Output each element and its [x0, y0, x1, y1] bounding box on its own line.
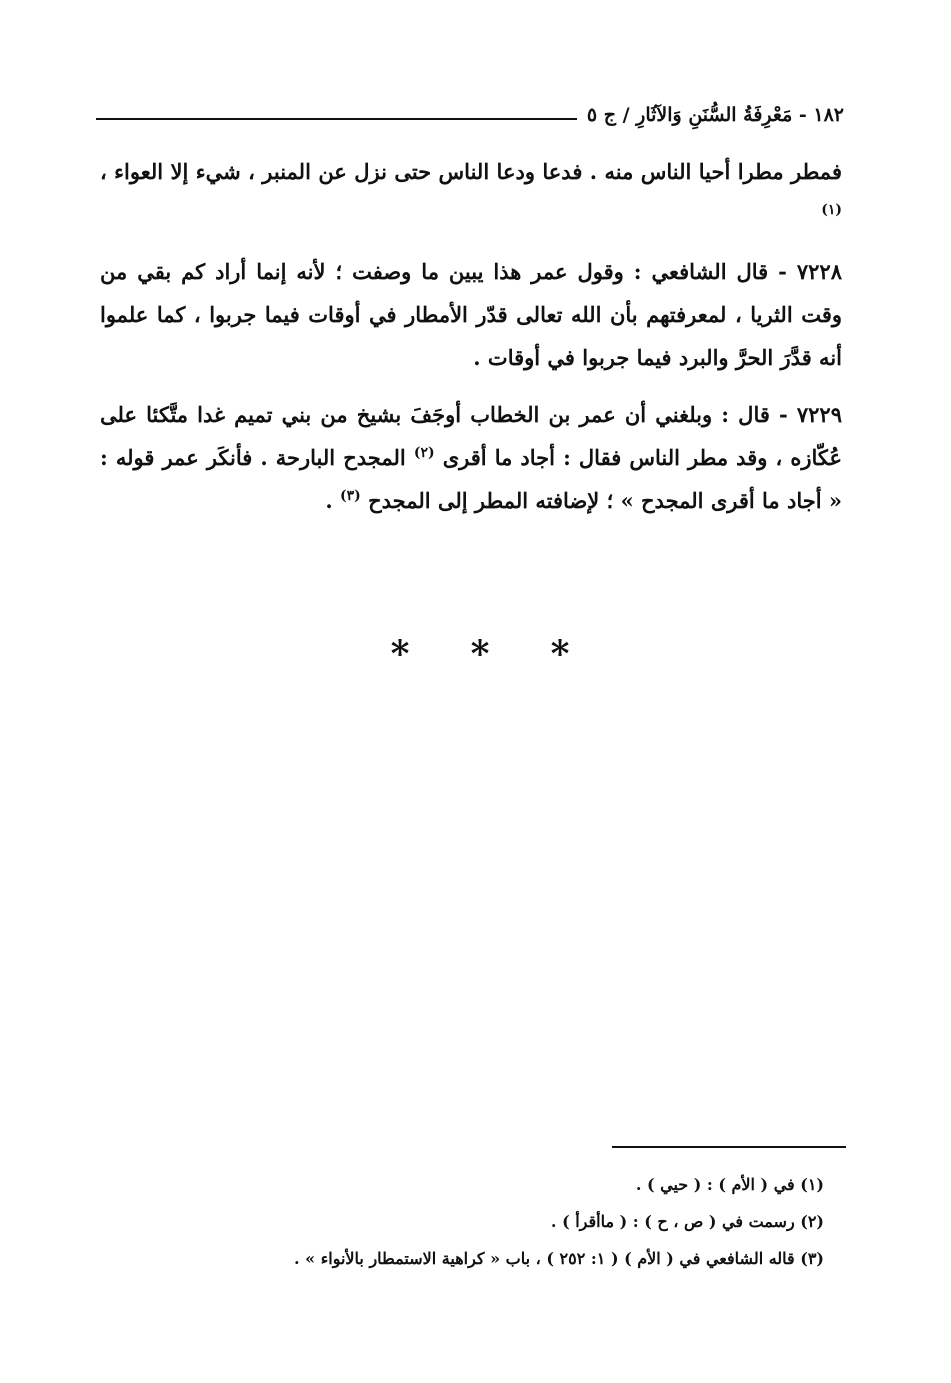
footnotes — [150, 1166, 824, 1277]
footnote-2: (٢) رسمت في ( ص ، ح ) : ( ماأقرأ ) . — [550, 1212, 824, 1231]
header-rule — [96, 118, 577, 120]
paragraph-7229 — [100, 393, 842, 522]
paragraph-3-part2: المجدح البارحة . فأنكَر عمر قوله : « أجاد ما أقرى المجدح » ؛ لإضافته المطر إلى المجدح — [100, 445, 842, 513]
paragraph-continuation — [100, 150, 842, 236]
paragraph-1-text: فمطر مطرا أحيا الناس منه . فدعا ودعا الناس حتى نزل عن المنبر ، شيء إلا العواء ، — [100, 159, 842, 184]
paragraph-3-part3: . — [325, 488, 333, 513]
asterisk-1: * — [390, 633, 410, 675]
asterisk-3: * — [550, 633, 570, 675]
running-header — [96, 88, 844, 128]
footnote-1: (١) في ( الأم ) : ( حيي ) . — [635, 1175, 824, 1194]
asterisk-2: * — [470, 633, 490, 675]
footnote-ref-1[interactable]: (١) — [821, 202, 842, 218]
paragraph-3-part1: ٧٢٢٩ - قال : وبلغني أن عمر بن الخطاب أوجَفَ بشيخ من بني تميم غدا متَّكئا على عُكّازه ، وقد مطر الناس فقال : أجاد ما أقرى — [100, 402, 843, 470]
footnote-ref-3[interactable]: (٣) — [339, 488, 361, 504]
main-text — [100, 150, 842, 536]
section-separator — [380, 633, 580, 675]
footnote-ref-2[interactable]: (٢) — [413, 445, 435, 461]
header-title: ١٨٢ - مَعْرِفَةُ السُّنَنِ وَالآثَارِ / ج ٥ — [586, 104, 844, 126]
footnote-3: (٣) قاله الشافعي في ( الأم ) ( ١: ٢٥٢ ) ، باب « كراهية الاستمطار بالأنواء » . — [294, 1249, 824, 1268]
paragraph-7228 — [100, 250, 842, 379]
paragraph-2-text: ٧٢٢٨ - قال الشافعي : وقول عمر هذا يبين ما وصفت ؛ لأنه إنما أراد كم بقي من وقت الثريا ، لمعرفتهم بأن الله تعالى قدّر الأمطار في أوقات فيما جربوا ، كما علموا أنه قدَّرَ الحرَّ والبرد فيما جربوا في أوقات . — [100, 259, 842, 370]
footnote-rule — [612, 1146, 846, 1148]
